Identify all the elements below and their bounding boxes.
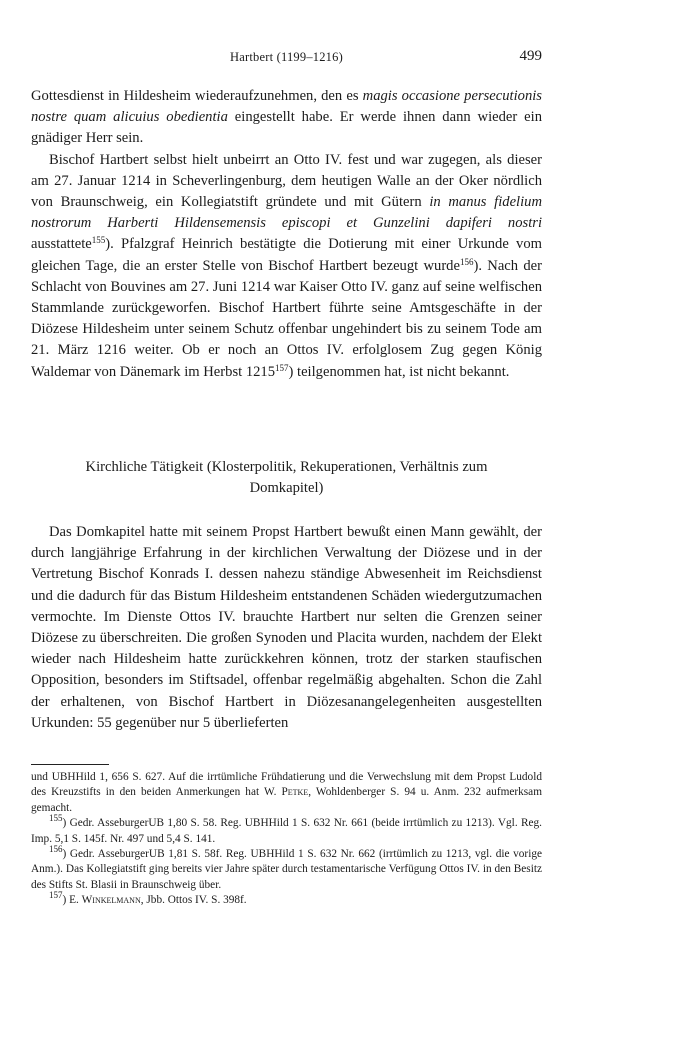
author-name: Petke [281,786,309,799]
section-text [31,522,542,734]
footnote-155: $^{155}$) Gedr. AsseburgerUB 1,80 S. 58. Reg. UBHHild 1 S. 632 Nr. 661 (beide irrtümlich zu 1213). Vgl. Reg. Imp. 5,1 S. 145f. Nr. 497 und 5,4 S. 141. [31,813,542,845]
footnote-continued: und UBHHild 1, 656 S. 627. Auf die irrtümliche Frühdatierung und die Verwechslung mit dem Propst Ludold des Kreuzstifts in den beiden Anmerkungen hat W. Petke, Wohldenberger S. 94 u. Anm. 232 aufmerksam gemacht. [31,771,542,814]
page-number: 499 [519,48,542,64]
footnotes [31,770,542,909]
footnote-rule [31,764,109,765]
footnote-ref-155[interactable]: 155 [91,235,106,246]
footnote-157: $^{157}$) E. Winkelmann, Jbb. Ottos IV. S. 398f. [49,890,247,907]
running-head: Hartbert (1199–1216) [230,50,343,64]
intro-paragraph-2: Bischof Hartbert selbst hielt unbeirrt an Otto IV. fest und war zugegen, als dieser am 27. Januar 1214 in Scheverlingenburg, dem heutigen Walle an der Oker nördlich von Braunschweig, ein Kollegiatstift gründete und mit Gütern in manus fidelium nostrorum Harberti Hildensemensis episcopi et Gunzelini dapiferi nostri ausstattete$^{155}$). Pfalzgraf Heinrich bestätigte die Dotierung mit einer Urkunde vom gleichen Tage, die an erster Stelle von Bischof Hartbert bezeugt wurde$^{156}$). Nach der Schlacht von Bouvines am 27. Juni 1214 war Kaiser Otto IV. ganz auf seine welfischen Stammlande zurückgeworfen. Bischof Hartbert führte seine Amtsgeschäfte in der Diözese Hildesheim unter seinem Schutz offenbar ungehindert bis zu seinem Tode am 21. März 1216 weiter. Ob er noch an Ottos IV. erfolglosem Zug gegen König Waldemar von Dänemark im Herbst 1215$^{157}$) teilgenommen hat, ist nicht bekannt. [31,151,543,380]
page-header [31,48,542,68]
section-heading: Kirchliche Tätigkeit (Klosterpolitik, Rekuperationen, Verhältnis zum Domkapitel) [85,459,488,497]
footnote-156: $^{156}$) Gedr. AsseburgerUB 1,81 S. 58f. Reg. UBHHild 1 S. 632 Nr. 662 (irrtümlich zu 1213, vgl. die vorige Anm.). Das Kollegiatstift ging bereits vier Jahre später durch testamentarische Verfügung Ottos IV. in den Besitz des Stifts St. Blasii in Braunschweig über. [31,844,542,891]
section-paragraph-1: Das Domkapitel hatte mit seinem Propst Hartbert bewußt einen Mann gewählt, der durch langjährige Erfahrung in der kirchlichen Verwaltung der Diözese und in der Vertretung Bischof Konrads I. dessen nahezu ständige Abwesenheit im Reichsdienst und die dadurch für das Bistum Hildesheim entstandenen Schäden wiedergutzumachen vermochte. Im Dienste Ottos IV. brauchte Hartbert nur selten die Grenzen seiner Diözese zu überschreiten. Die großen Synoden und Placita wurden, nachdem der Elekt wieder nach Hildesheim hatte zurückkehren können, trotz der starken staufischen Opposition, besonders im Stiftsadel, offenbar regelmäßig abgehalten. Schon die Zahl der erhaltenen, von Bischof Hartbert in Diözesanangelegenheiten ausgestellten Urkunden: 55 gegenüber nur 5 überlieferten [31,524,542,731]
intro-paragraph-1: Gottesdienst in Hildesheim wiederaufzunehmen, den es magis occasione persecutionis nostre quam alicuius obedientia eingestellt habe. Er werde ihnen dann wieder ein gnädiger Herr sein. [31,88,542,147]
author-name: Winkelmann [81,894,141,907]
footnote-ref-156[interactable]: 156 [459,256,474,267]
intro-text [31,86,542,383]
footnote-ref-157[interactable]: 157 [275,362,289,373]
